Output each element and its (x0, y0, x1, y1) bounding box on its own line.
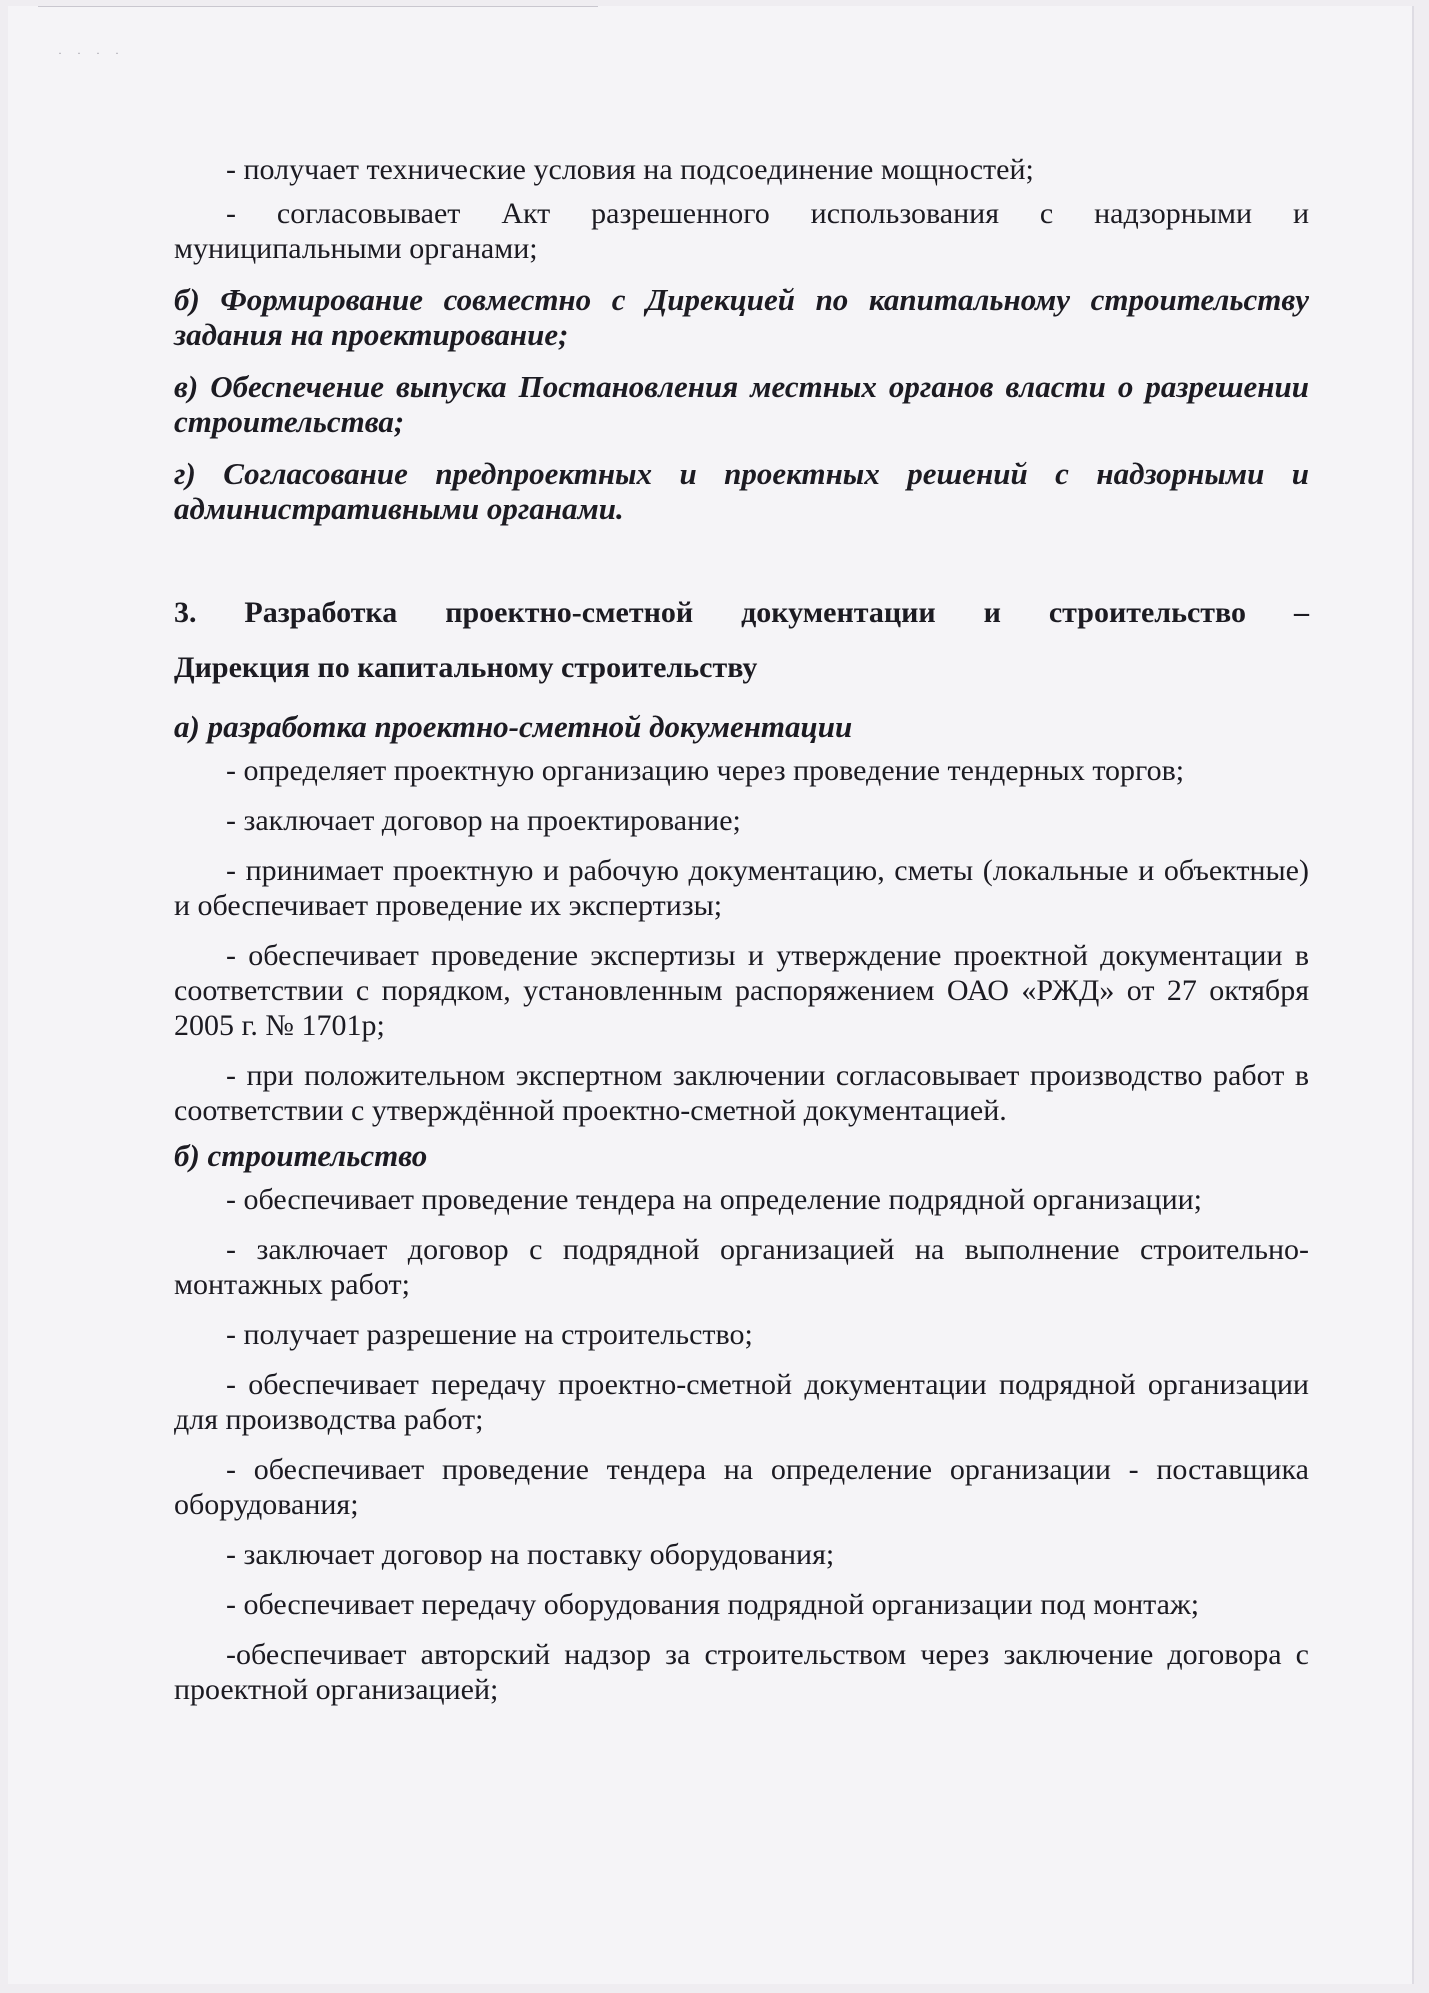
list-item: - заключает договор с подрядной организацией на выполнение строительно-монтажных работ; (174, 1233, 1309, 1301)
list-item: - согласовывает Акт разрешенного использования с надзорными и муниципальными органами; (174, 197, 1309, 265)
list-item: - при положительном экспертном заключении согласовывает производство работ в соответствии с утверждённой проектно-сметной документацией. (174, 1059, 1309, 1127)
scan-specks: · · · · (58, 46, 125, 60)
heading-word: документации (741, 596, 936, 629)
list-item: - получает технические условия на подсоединение мощностей; (226, 153, 1034, 186)
document-body (174, 152, 1309, 1707)
point-b (174, 282, 1309, 352)
point-b-marker: б) (174, 282, 200, 317)
point-v (174, 369, 1309, 439)
list-item: - заключает договор на проектирование; (226, 804, 741, 837)
point-b-text: Формирование совместно с Дирекцией по капитальному строительству задания на проектирование; (174, 282, 1310, 352)
subsection-a-title: а) разработка проектно-сметной документации (174, 709, 853, 744)
section-3-subtitle: Дирекция по капитальному строительству (174, 651, 758, 684)
section-3-heading (174, 595, 1309, 630)
list-item: - заключает договор на поставку оборудования; (226, 1538, 835, 1571)
list-item: - принимает проектную и рабочую документацию, сметы (локальные и объектные) и обеспечивает проведение их экспертизы; (174, 854, 1309, 922)
list-item: - определяет проектную организацию через проведение тендерных торгов; (226, 754, 1185, 787)
point-v-marker: в) (174, 369, 199, 404)
list-item: -обеспечивает авторский надзор за строительством через заключение договора с проектной организацией; (174, 1638, 1309, 1706)
list-item: - обеспечивает проведение тендера на определение организации - поставщика оборудования; (174, 1453, 1309, 1521)
section-3-number: 3. (174, 596, 197, 629)
point-g-marker: г) (174, 456, 196, 491)
point-v-text: Обеспечение выпуска Постановления местных органов власти о разрешении строительства; (174, 369, 1309, 439)
heading-word: и (983, 596, 1001, 629)
list-item: - получает разрешение на строительство; (226, 1318, 753, 1351)
scan-edge-line (38, 6, 598, 7)
heading-word: Разработка (244, 596, 398, 629)
subsection-b-title: б) строительство (174, 1138, 428, 1173)
document-page (8, 6, 1414, 1984)
point-g (174, 456, 1309, 526)
heading-word: строительство (1048, 596, 1247, 629)
list-item: - обеспечивает передачу проектно-сметной документации подрядной организации для производства работ; (174, 1368, 1309, 1436)
heading-word: проектно-сметной (445, 596, 694, 629)
list-item: - обеспечивает передачу оборудования подрядной организации под монтаж; (226, 1588, 1200, 1621)
point-g-text: Согласование предпроектных и проектных решений с надзорными и административными органами. (174, 456, 1310, 526)
heading-word: – (1293, 596, 1309, 629)
list-item: - обеспечивает проведение тендера на определение подрядной организации; (226, 1183, 1203, 1216)
list-item: - обеспечивает проведение экспертизы и утверждение проектной документации в соответствии с порядком, установленным распоряжением ОАО «РЖД» от 27 октября 2005 г. № 1701р; (174, 939, 1309, 1042)
